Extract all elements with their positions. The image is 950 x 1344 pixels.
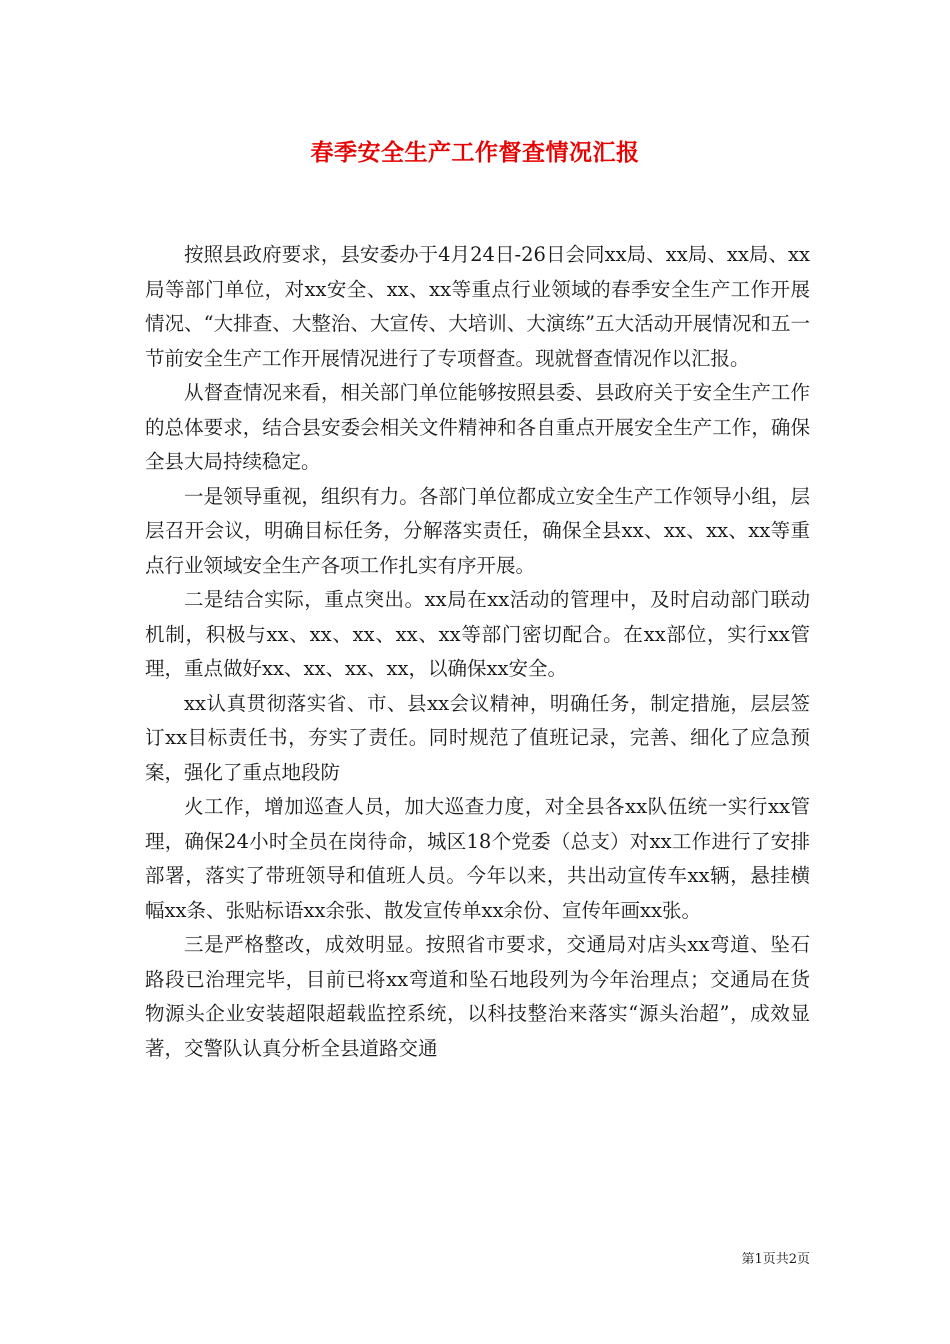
paragraph: 二是结合实际，重点突出。xx局在xx活动的管理中，及时启动部门联动机制，积极与xx、xx、xx、xx、xx等部门密切配合。在xx部位，实行xx管理，重点做好xx、xx、xx、xx，以确保xx安全。 xyxy=(145,588,810,680)
paragraph: 火工作，增加巡查人员，加大巡查力度，对全县各xx队伍统一实行xx管理，确保24小时全员在岗待命，城区18个党委（总支）对xx工作进行了安排部署，落实了带班领导和值班人员。今年以来，共出动宣传车xx辆，悬挂横幅xx条、张贴标语xx余张、散发宣传单xx余份、宣传年画xx张。 xyxy=(145,795,810,922)
paragraph: xx认真贯彻落实省、市、县xx会议精神，明确任务，制定措施，层层签订xx目标责任书，夯实了责任。同时规范了值班记录，完善、细化了应急预案，强化了重点地段防 xyxy=(145,691,810,784)
document-body xyxy=(145,238,810,1066)
page-number-footer: 第1页共2页 xyxy=(741,1252,810,1267)
document-title: 春季安全生产工作督查情况汇报 xyxy=(310,139,640,166)
paragraph: 从督查情况来看，相关部门单位能够按照县委、县政府关于安全生产工作的总体要求，结合县安委会相关文件精神和各自重点开展安全生产工作，确保全县大局持续稳定。 xyxy=(145,381,810,473)
paragraph: 一是领导重视，组织有力。各部门单位都成立安全生产工作领导小组，层层召开会议，明确目标任务，分解落实责任，确保全县xx、xx、xx、xx等重点行业领域安全生产各项工作扎实有序开展。 xyxy=(145,484,810,577)
paragraph: 三是严格整改，成效明显。按照省市要求，交通局对店头xx弯道、坠石路段已治理完毕，目前已将xx弯道和坠石地段列为今年治理点；交通局在货物源头企业安装超限超载监控系统，以科技整治来落实“源头治超”，成效显著，交警队认真分析全县道路交通 xyxy=(145,933,810,1060)
paragraph: 按照县政府要求，县安委办于4月24日-26日会同xx局、xx局、xx局、xx局等部门单位，对xx安全、xx、xx等重点行业领域的春季安全生产工作开展情况、“大排查、大整治、大宣传、大培训、大演练”五大活动开展情况和五一节前安全生产工作开展情况进行了专项督查。现就督查情况作以汇报。 xyxy=(145,243,810,370)
